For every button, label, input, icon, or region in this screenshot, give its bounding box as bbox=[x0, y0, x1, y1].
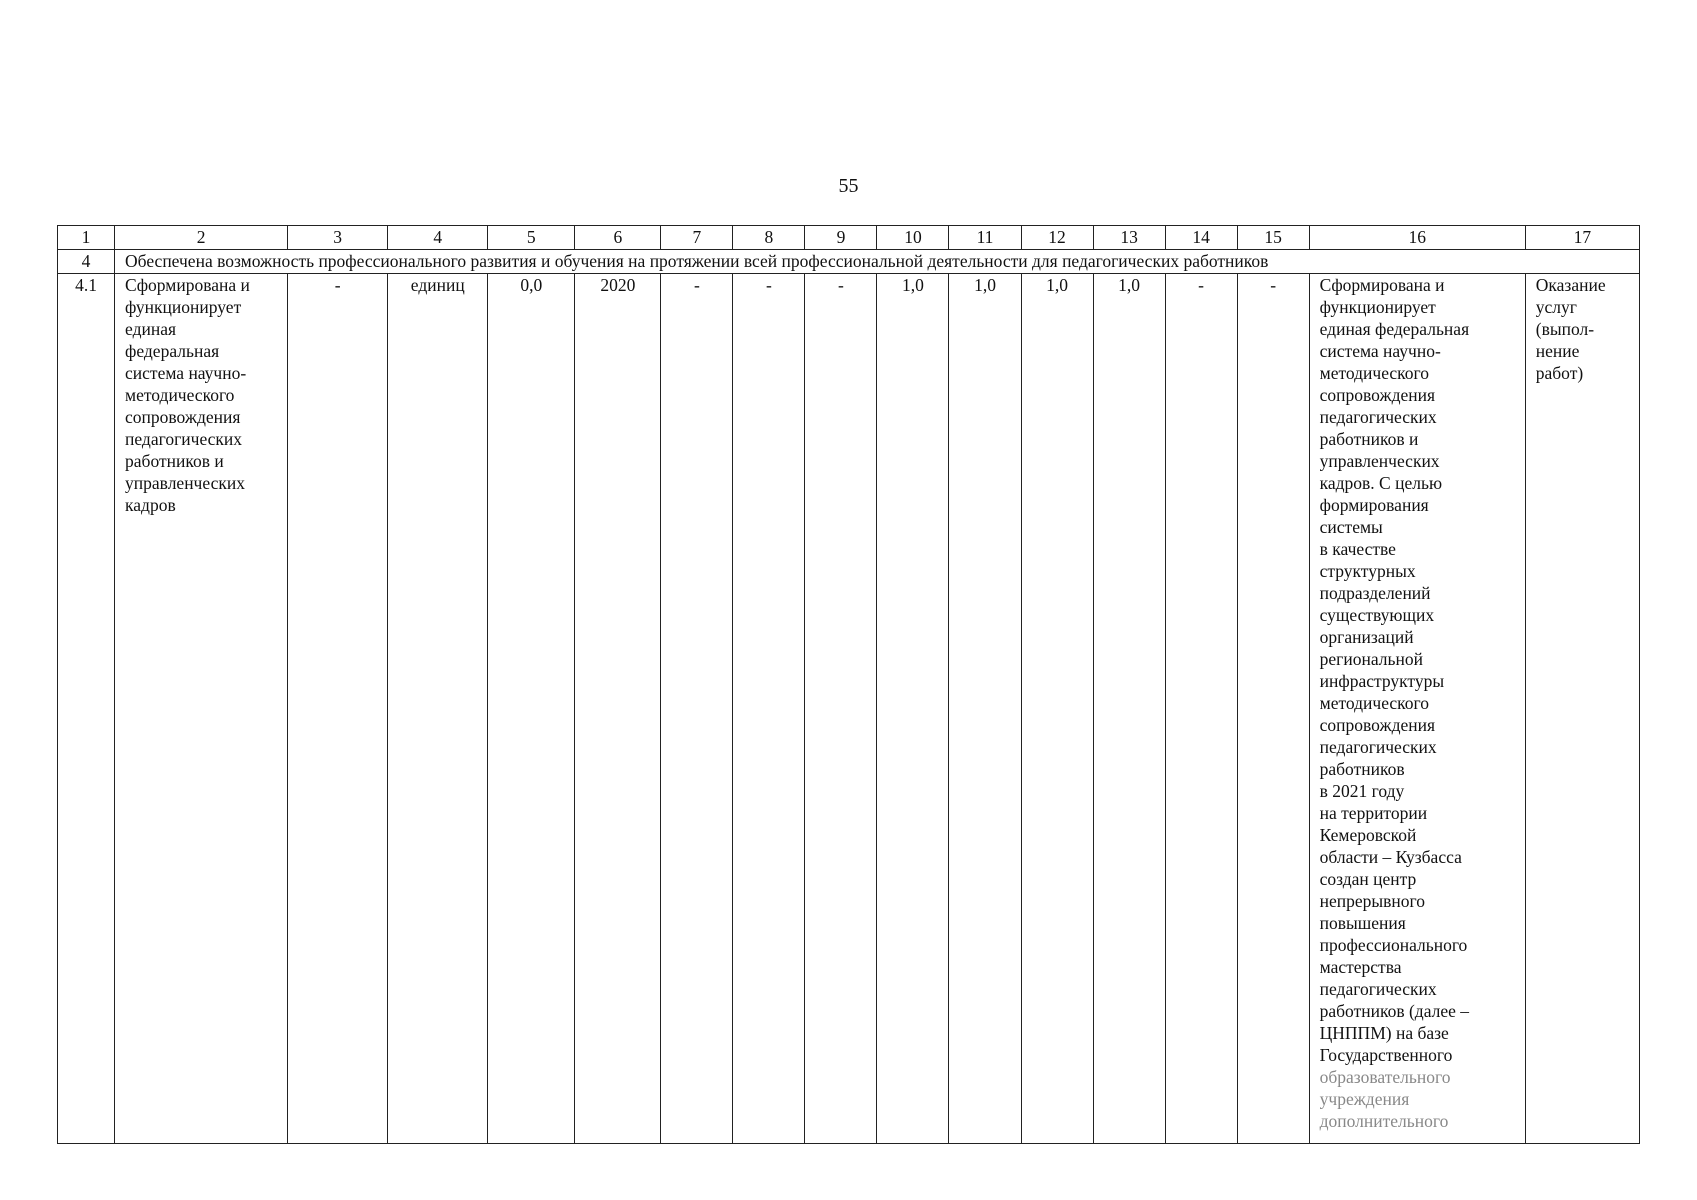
text-line: работников bbox=[1319, 759, 1405, 779]
text-line: повышения bbox=[1319, 913, 1406, 933]
text-line: образовательного bbox=[1319, 1067, 1451, 1087]
result-name-cell bbox=[115, 274, 288, 1144]
result-type-cell bbox=[1525, 274, 1639, 1144]
cell-col3: - bbox=[288, 274, 388, 1144]
text-line: методического bbox=[125, 385, 235, 405]
cell-col8: - bbox=[733, 274, 805, 1144]
text-line: в качестве bbox=[1319, 539, 1396, 559]
column-number: 5 bbox=[488, 226, 575, 250]
cell-col9: - bbox=[805, 274, 877, 1144]
text-line: функционирует bbox=[125, 297, 242, 317]
text-line: методического bbox=[1319, 693, 1430, 713]
text-line: мастерства bbox=[1319, 957, 1402, 977]
cell-col12: 1,0 bbox=[1021, 274, 1093, 1144]
text-line: Государственного bbox=[1319, 1045, 1453, 1065]
group-title: Обеспечена возможность профессионального развития и обучения на протяжении всей профессиональной деятельности для педагогических работников bbox=[115, 250, 1640, 274]
base-year-cell: 2020 bbox=[575, 274, 661, 1144]
text-line: функционирует bbox=[1319, 297, 1436, 317]
text-line: профессионального bbox=[1319, 935, 1468, 955]
description-cell bbox=[1309, 274, 1525, 1144]
description-text bbox=[1320, 274, 1521, 1132]
text-line: формирования bbox=[1319, 495, 1429, 515]
text-line: на территории bbox=[1319, 803, 1428, 823]
text-line: ЦНППМ) на базе bbox=[1319, 1023, 1449, 1043]
column-number: 16 bbox=[1309, 226, 1525, 250]
column-number: 13 bbox=[1093, 226, 1165, 250]
column-number: 12 bbox=[1021, 226, 1093, 250]
column-number: 10 bbox=[877, 226, 949, 250]
text-line: организаций bbox=[1319, 627, 1414, 647]
column-number: 11 bbox=[949, 226, 1021, 250]
column-number-row bbox=[58, 226, 1640, 250]
text-line: педагогических bbox=[1319, 737, 1437, 757]
column-number: 15 bbox=[1237, 226, 1309, 250]
text-line: области – Кузбасса bbox=[1319, 847, 1462, 867]
text-line: сопровождения bbox=[125, 407, 241, 427]
text-line: структурных bbox=[1319, 561, 1416, 581]
result-name-text bbox=[125, 274, 283, 516]
text-line: система научно- bbox=[125, 363, 247, 383]
text-line: Кемеровской bbox=[1319, 825, 1417, 845]
column-number: 3 bbox=[288, 226, 388, 250]
text-line: работников и bbox=[125, 451, 224, 471]
table-row bbox=[58, 274, 1640, 1144]
text-line: в 2021 году bbox=[1319, 781, 1405, 801]
column-number: 14 bbox=[1165, 226, 1237, 250]
text-line: инфраструктуры bbox=[1319, 671, 1445, 691]
text-line: Оказание bbox=[1535, 275, 1606, 295]
text-line: услуг bbox=[1535, 297, 1577, 317]
text-line: работников и bbox=[1319, 429, 1419, 449]
text-line: (выпол- bbox=[1535, 319, 1595, 339]
text-line: Сформирована и bbox=[1319, 275, 1445, 295]
cell-col14: - bbox=[1165, 274, 1237, 1144]
text-line: федеральная bbox=[125, 341, 220, 361]
page-number: 55 bbox=[838, 175, 859, 197]
text-line: единая bbox=[125, 319, 177, 339]
group-row bbox=[58, 250, 1640, 274]
text-line: региональной bbox=[1319, 649, 1423, 669]
text-line: сопровождения bbox=[1319, 715, 1436, 735]
column-number: 1 bbox=[58, 226, 115, 250]
text-line: работ) bbox=[1535, 363, 1584, 383]
text-line: педагогических bbox=[1319, 407, 1437, 427]
text-line: методического bbox=[1319, 363, 1430, 383]
text-line: системы bbox=[1319, 517, 1383, 537]
unit-cell: единиц bbox=[388, 274, 488, 1144]
column-number: 4 bbox=[388, 226, 488, 250]
column-number: 7 bbox=[661, 226, 733, 250]
cell-col7: - bbox=[661, 274, 733, 1144]
text-line: кадров bbox=[125, 495, 176, 515]
column-number: 17 bbox=[1525, 226, 1639, 250]
cell-col10: 1,0 bbox=[877, 274, 949, 1144]
text-line: педагогических bbox=[1319, 979, 1437, 999]
result-type-text bbox=[1536, 274, 1635, 384]
text-line: непрерывного bbox=[1319, 891, 1426, 911]
text-line: нение bbox=[1535, 341, 1580, 361]
text-line: сопровождения bbox=[1319, 385, 1436, 405]
column-number: 6 bbox=[575, 226, 661, 250]
text-line: Сформирована и bbox=[125, 275, 250, 295]
column-number: 2 bbox=[115, 226, 288, 250]
text-line: кадров. С целью bbox=[1319, 473, 1443, 493]
text-line: единая федеральная bbox=[1319, 319, 1470, 339]
text-line: система научно- bbox=[1319, 341, 1441, 361]
text-line: создан центр bbox=[1319, 869, 1417, 889]
cell-col13: 1,0 bbox=[1093, 274, 1165, 1144]
row-number: 4.1 bbox=[58, 274, 115, 1144]
text-line: работников (далее – bbox=[1319, 1001, 1470, 1021]
text-line: управленческих bbox=[125, 473, 245, 493]
cell-col11: 1,0 bbox=[949, 274, 1021, 1144]
base-value-cell: 0,0 bbox=[488, 274, 575, 1144]
text-line: управленческих bbox=[1319, 451, 1440, 471]
text-line: учреждения bbox=[1319, 1089, 1410, 1109]
text-line: педагогических bbox=[125, 429, 243, 449]
text-line: существующих bbox=[1319, 605, 1435, 625]
program-table bbox=[57, 225, 1640, 1144]
column-number: 8 bbox=[733, 226, 805, 250]
column-number: 9 bbox=[805, 226, 877, 250]
group-number: 4 bbox=[58, 250, 115, 274]
text-line: подразделений bbox=[1319, 583, 1431, 603]
text-line: дополнительного bbox=[1319, 1111, 1449, 1131]
cell-col15: - bbox=[1237, 274, 1309, 1144]
